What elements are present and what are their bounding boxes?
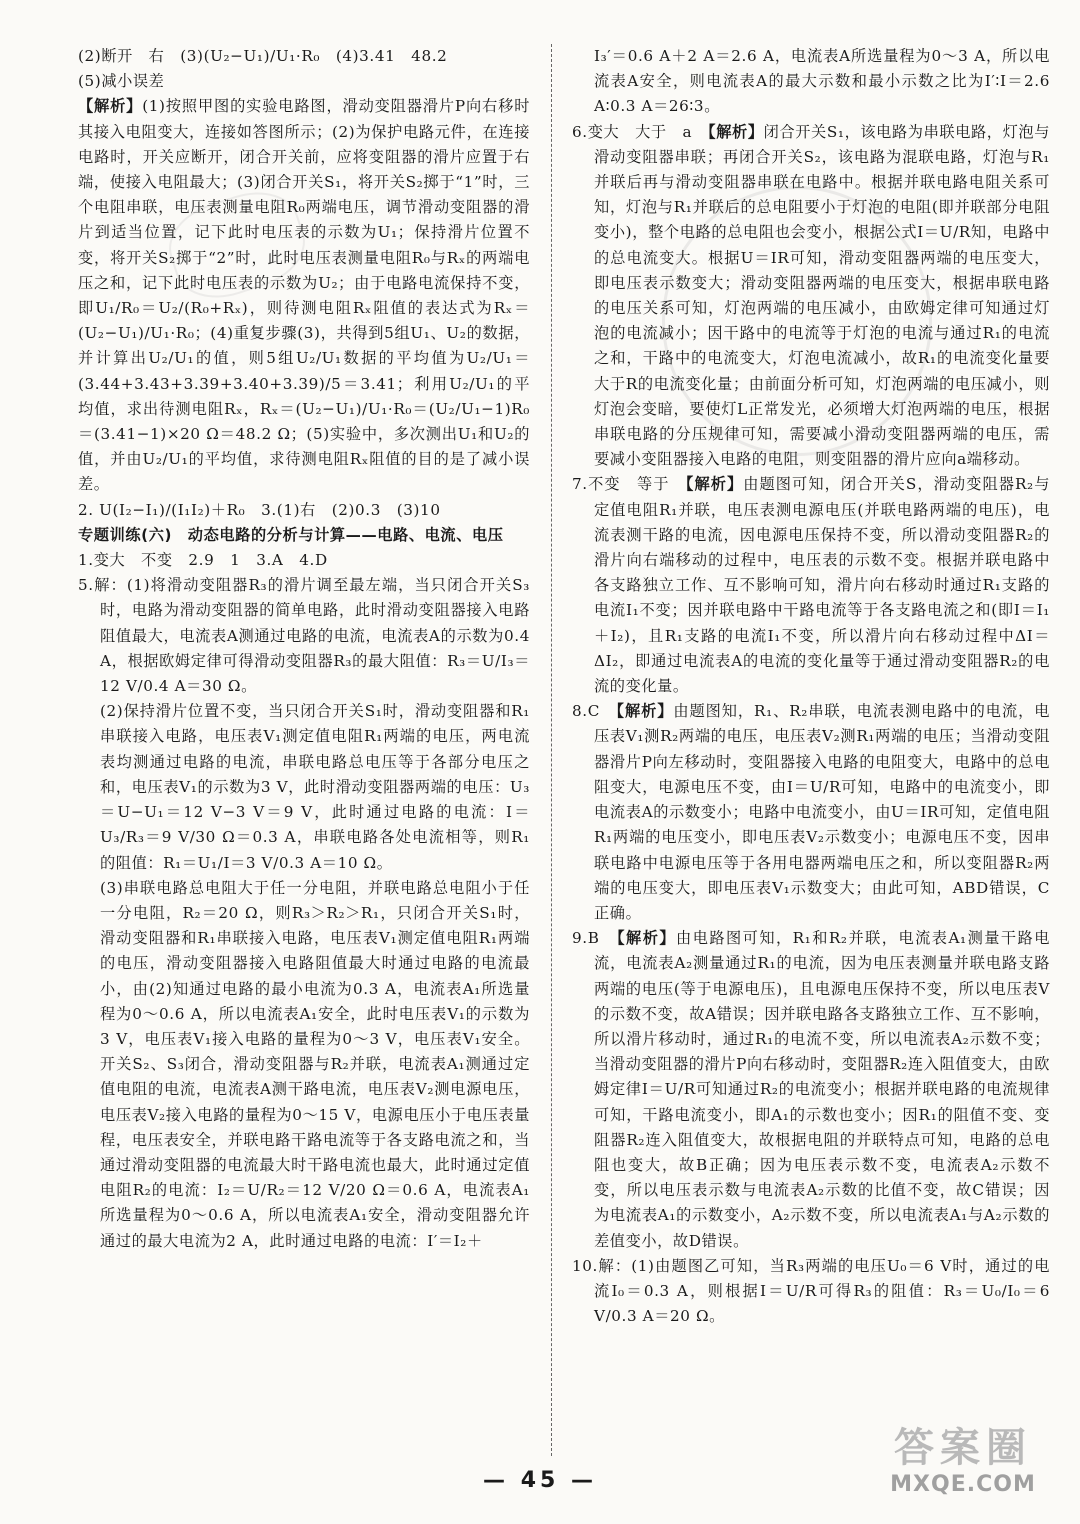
analysis-tag: 【解析】	[616, 929, 677, 948]
paragraph-text: 10.解：(1)由题图乙可知，当R₃两端的电压U₀＝6 V时，通过的电流I₀＝0.3 A，则根据I＝U/R可得R₃的阻值：R₃＝U₀/I₀＝6 V/0.3 A＝20 Ω。	[572, 1256, 1050, 1326]
left-paragraph	[78, 69, 530, 94]
watermark-site: MXQE.COM	[890, 1472, 1036, 1497]
paragraph-text: 5.解：(1)将滑动变阻器R₃的滑片调至最左端，当只闭合开关S₃时，电路为滑动变阻器的简单电路，此时滑动变阻器接入电路阻值最大，电流表A测通过电路的电流，电流表A的示数为0.4 A，根据欧姆定律可得滑动变阻器R₃的最大阻值：R₃＝U/I₃＝12 V/0.4 A＝30 Ω。	[78, 576, 530, 696]
paragraph-text: (2)断开 右 (3)(U₂−U₁)/U₁·R₀ (4)3.41 48.2	[78, 47, 448, 65]
watermark-logo: 答案圈	[894, 1425, 1032, 1471]
right-paragraph	[572, 926, 1050, 1254]
right-paragraph	[572, 1254, 1050, 1330]
left-paragraph	[78, 94, 530, 497]
analysis-tag: 【解析】	[685, 475, 744, 494]
right-paragraph	[572, 44, 1050, 120]
paragraph-text: 2. U(I₂−I₁)/(I₁I₂)＋R₀ 3.(1)右 (2)0.3 (3)10	[78, 500, 441, 519]
left-column	[78, 44, 530, 1254]
right-column	[572, 44, 1050, 1329]
paragraph-text: 9.B	[572, 929, 617, 948]
right-paragraph	[572, 699, 1050, 926]
left-paragraph	[78, 498, 530, 523]
paragraph-text: (2)保持滑片位置不变，当只闭合开关S₁时，滑动变阻器和R₁串联接入电路，电压表V₁测定值电阻R₁两端的电压，两电流表均测通过电路的电流，串联电路总电压等于各部分电压之和，电压表V₁的示数为3 V，此时滑动变阻器两端的电压：U₃＝U−U₁＝12 V−3 V＝9 V，此时通过电路的电流：I＝U₃/R₃＝9 V/30 Ω＝0.3 A，串联电路各处电流相等，则R₁的阻值：R₁＝U₁/I＝3 V/0.3 A＝10 Ω。	[100, 702, 530, 872]
analysis-tag: 【解析】	[616, 702, 674, 721]
paragraph-text: 1.变大 不变 2.9 1 3.A 4.D	[78, 551, 328, 570]
left-paragraph	[78, 876, 530, 1254]
site-watermark	[868, 1424, 1058, 1516]
paragraph-text: (5)减小误差	[78, 72, 165, 91]
paragraph-text: (3)串联电路总电阻大于任一分电阻，并联电路总电阻小于任一分电阻，R₂＝20 Ω，则R₃＞R₂＞R₁，只闭合开关S₁时，滑动变阻器和R₁串联接入电路，电压表V₁测定值电阻R₁两端的电压，滑动变阻器接入电路阻值最大时通过电路的电流最小，由(2)知通过电路的最小电流为0.3 A，电流表A₁所选量程为0～0.6 A，所以电流表A₁安全，此时电压表V₁的示数为3 V，电压表V₁接入电路的量程为0～3 V，电压表V₁安全。开关S₂、S₃闭合，滑动变阻器与R₂并联，电流表A₁测通过定值电阻的电流，电流表A测干路电流，电压表V₂测电源电压，电压表V₂接入电路的量程为0～15 V，电源电压小于电压表量程，电压表安全，并联电路干路电流等于各支路电流之和，当通过滑动变阻器的电流最大时干路电流也最大，此时通过定值电阻R₂的电流：I₂＝U/R₂＝12 V/20 Ω＝0.6 A，电流表A₁所选量程为0～0.6 A，所以电流表A₁安全，滑动变阻器允许通过的最大电流为2 A，此时通过电路的电流：I′＝I₂＋	[100, 878, 530, 1250]
paragraph-text: 7.不变 等于	[572, 475, 686, 494]
left-paragraph	[78, 523, 530, 548]
paragraph-text-continued: 由电路图可知，R₁和R₂并联，电流表A₁测量干路电流，电流表A₂测量通过R₁的电流，因为电压表测量并联电路支路两端的电压(等于电源电压)，且电源电压保持不变，所以电压表V的示数不变，故A错误；因并联电路各支路独立工作、互不影响，所以滑片移动时，通过R₁的电流不变，所以电流表A₂示数不变；当滑动变阻器的滑片P向右移动时，变阻器R₂连入阻值变大，由欧姆定律I＝U/R可知通过R₂的电流变小；根据并联电路的电流规律可知，干路电流变小，即A₁的示数也变小；因R₁的阻值不变、变阻器R₂连入阻值变大，故根据电阻的并联特点可知，电路的总电阻也变大，故B正确；因为电压表示数不变，电流表A₂示数不变，所以电压表示数与电流表A₂示数的比值不变，故C错误；因为电流表A₁的示数变小，A₂示数不变，所以电流表A₁与A₂示数的差值变小，故D错误。	[594, 929, 1050, 1250]
paragraph-text: I₃′＝0.6 A＋2 A＝2.6 A，电流表A所选量程为0～3 A，所以电流表A安全，则电流表A的最大示数和最小示数之比为I′∶I＝2.6 A∶0.3 A＝26∶3。	[594, 47, 1050, 116]
left-paragraph	[78, 699, 530, 875]
paragraph-text-continued: 闭合开关S₁，该电路为串联电路，灯泡与滑动变阻器串联；再闭合开关S₂，该电路为混联电路，灯泡与R₁并联后再与滑动变阻器串联在电路中。根据并联电路电阻关系可知，灯泡与R₁并联后的总电阻要小于灯泡的电阻(即并联部分电阻变小)，整个电路的总电阻也会变小，根据公式I＝U/R知，电路中的总电流变大。根据U＝IR可知，滑动变阻器两端的电压变大，即电压表示数变大；滑动变阻器两端的电压变大，根据串联电路的电压关系可知，灯泡两端的电压减小，由欧姆定律可知通过灯泡的电流减小；因干路中的电流等于灯泡的电流与通过R₁的电流之和，干路中的电流变大，灯泡电流减小，故R₁的电流变化量要大于R的电流变化量；由前面分析可知，灯泡两端的电压减小，则灯泡会变暗，要使灯L正常发光，必须增大灯泡两端的电压，根据串联电路的分压规律可知，需要减小滑动变阻器两端的电压，需要减小变阻器接入电路的电阻，则变阻器的滑片应向a端移动。	[594, 122, 1050, 469]
left-paragraph	[78, 548, 530, 573]
paragraph-text: 专题训练(六) 动态电路的分析与计算——电路、电流、电压	[78, 525, 504, 544]
right-paragraph	[572, 472, 1050, 699]
left-paragraph	[78, 573, 530, 699]
analysis-tag: 【解析】	[708, 122, 764, 141]
paragraph-text: 6.变大 大于 a	[572, 122, 709, 141]
right-paragraph	[572, 120, 1050, 473]
left-paragraph	[78, 44, 530, 69]
analysis-tag: 【解析】	[78, 97, 143, 116]
paragraph-text: 8.C	[572, 702, 617, 721]
paragraph-text: (1)按照甲图的实验电路图，滑动变阻器滑片P向右移时其接入电阻变大，连接如答图所示；(2)为保护电路元件，在连接电路时，开关应断开，闭合开关前，应将变阻器的滑片应置于右端，使接入电阻最大；(3)闭合开关S₁，将开关S₂掷于“1”时，三个电阻串联，电压表测量电阻R₀两端电压，调节滑动变阻器的滑片到适当位置，记下此时电压表的示数为U₁；保持滑片位置不变，将开关S₂掷于“2”时，此时电压表测量电阻R₀与Rₓ的两端电压之和，记下此时电压表的示数为U₂；由于电路电流保持不变，即U₁/R₀＝U₂/(R₀+Rₓ)，则待测电阻Rₓ阻值的表达式为Rₓ＝(U₂−U₁)/U₁·R₀；(4)重复步骤(3)，共得到5组U₁、U₂的数据，并计算出U₂/U₁的值，则5组U₂/U₁数据的平均值为U₂/U₁＝(3.44+3.43+3.39+3.40+3.39)/5＝3.41；利用U₂/U₁的平均值，求出待测电阻Rₓ，Rₓ＝(U₂−U₁)/U₁·R₀＝(U₂/U₁−1)R₀＝(3.41−1)×20 Ω＝48.2 Ω；(5)实验中，多次测出U₁和U₂的值，并由U₂/U₁的平均值，求待测电阻Rₓ阻值的目的是了减小误差。	[78, 97, 530, 494]
column-divider	[551, 44, 552, 1456]
paragraph-text-continued: 由题图可知，闭合开关S，滑动变阻器R₂与定值电阻R₁并联，电压表测电源电压(并联电路两端的电压)，电流表测干路的电流，因电源电压保持不变，所以滑动变阻器R₂的滑片向右端移动的过程中，电压表的示数不变。根据并联电路中各支路独立工作、互不影响可知，滑片向右移动时通过R₁支路的电流I₁不变；因并联电路中干路电流等于各支路电流之和(即I＝I₁＋I₂)，且R₁支路的电流I₁不变，所以滑片向右移动过程中ΔI＝ΔI₂，即通过电流表A的电流的变化量等于通过滑动变阻器R₂的电流的变化量。	[594, 475, 1050, 696]
page-number: — 45 —	[483, 1468, 597, 1493]
paragraph-text-continued: 由题图知，R₁、R₂串联，电流表测电路中的电流，电压表V₁测R₂两端的电压，电压表V₂测R₁两端的电压；当滑动变阻器滑片P向左移动时，变阻器接入电路的电阻变大，电路中的总电阻变大，电源电压不变，由I＝U/R可知，电路中的电流变小，即电流表A的示数变小；电路中电流变小，由U＝IR可知，定值电阻R₁两端的电压变小，即电压表V₂示数变小；电源电压不变，因串联电路中电源电压等于各用电器两端电压之和，所以变阻器R₂两端的电压变大，即电压表V₁示数变大；由此可知，ABD错误，C正确。	[594, 702, 1051, 922]
